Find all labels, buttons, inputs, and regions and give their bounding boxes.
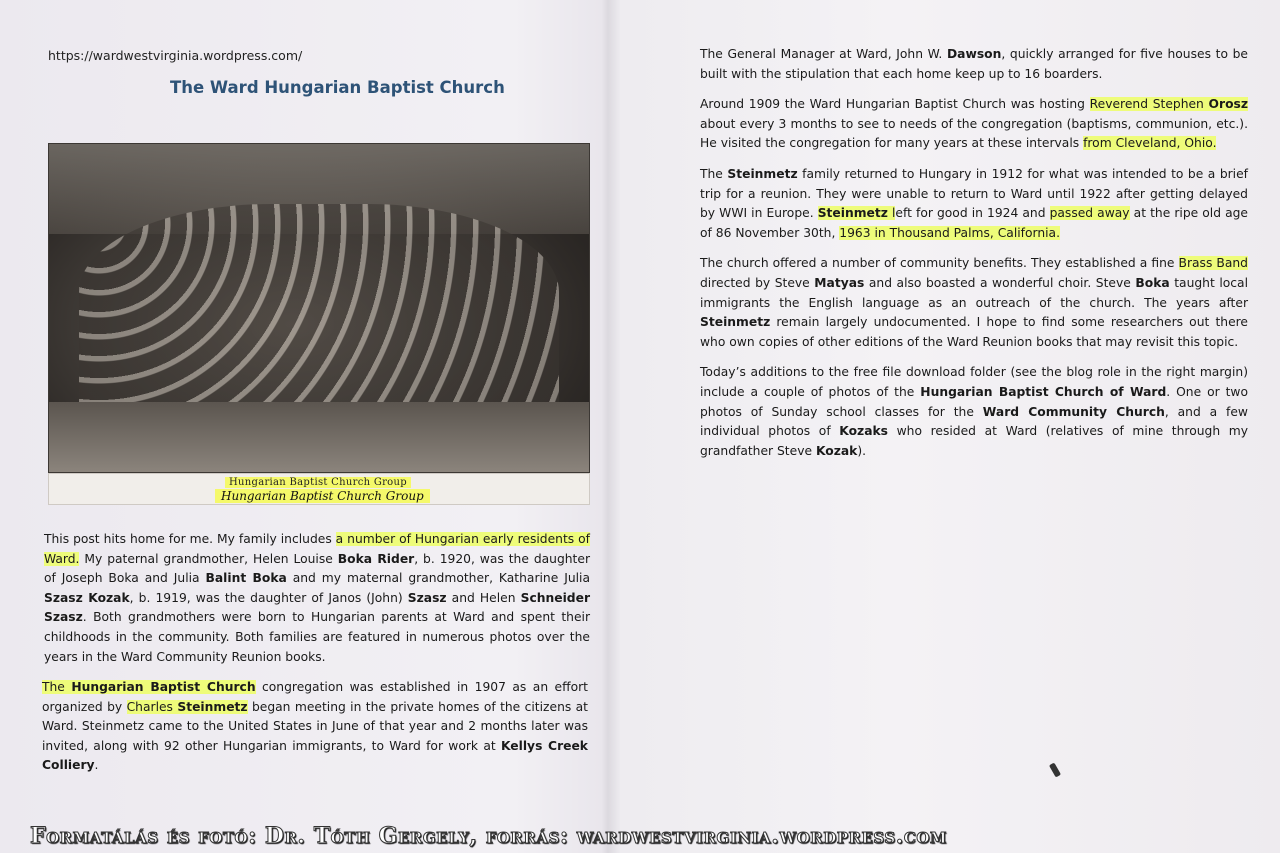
bold-text: Matyas [814, 275, 865, 290]
text-run: at the ripe old age of 86 November 30th, [700, 206, 1248, 240]
paragraph-steinmetz-return [700, 165, 1248, 243]
text-run: about every 3 months to see to needs of the congregation (baptisms, communion, etc.). He visited the congregation for many years at these intervals [700, 116, 1248, 151]
photo-foreground [49, 402, 589, 472]
highlighted-text: a number of Hungarian early residents of Ward. [44, 532, 590, 566]
text-run: The General Manager at Ward, John W. [700, 47, 947, 61]
highlighted-text: Steinmetz [817, 206, 888, 221]
text-run: , b. 1920, was the daughter of Joseph Boka and Julia [44, 551, 591, 586]
highlighted-text: The [42, 680, 72, 694]
text-run: Today’s additions to the free file download folder (see the blog role in the right margin) include a couple of photos of the [700, 365, 1248, 399]
paragraph-congregation-history [42, 678, 588, 776]
bold-text: Szasz Kozak [44, 590, 130, 605]
bold-text: Boka [1135, 275, 1170, 290]
bold-text: Szasz [407, 590, 447, 605]
photo-crowd [79, 204, 559, 424]
text-run: , b. 1919, was the daughter of Janos (John) [129, 590, 408, 605]
text-run: directed by Steve [700, 275, 815, 290]
bold-text: Steinmetz [700, 315, 771, 330]
highlighted-text: passed away [1049, 206, 1130, 221]
text-run: ). [857, 443, 867, 458]
text-run: who resided at Ward (relatives of mine through my grandfather Steve [700, 424, 1248, 458]
text-run: and also boasted a wonderful choir. Steve [864, 275, 1136, 290]
paragraph-community-benefits [700, 254, 1248, 352]
bold-text: Kozak [815, 443, 858, 458]
bold-text: Ward Community Church [982, 404, 1165, 419]
text-run: taught local immigrants the English language as an outreach of the church. The years after [700, 275, 1248, 310]
text-run: . Both grandmothers were born to Hungarian parents at Ward and spent their childhoods in the community. Both families are featured in numerous photos over the years in the Ward Community Reunion books. [44, 610, 590, 664]
text-run: began meeting in the private homes of the citizens at Ward. Steinmetz came to the United States in June of that year and 2 months later was invited, along with 92 other Hungarian immigrants, to Ward for work at [42, 699, 589, 753]
text-run: and Helen [446, 590, 521, 605]
highlighted-text: Charles [126, 699, 178, 714]
page-title: The Ward Hungarian Baptist Church [170, 78, 505, 97]
bold-text: Kellys Creek Colliery [42, 738, 588, 773]
bold-text: Kozaks [839, 424, 888, 439]
bold-text: Boka Rider [337, 551, 415, 566]
text-run: family returned to Hungary in 1912 for what was intended to be a brief trip for a reunion. They were unable to return to Ward until 1922 after getting delayed by WWI in Europe. [700, 166, 1248, 221]
highlighted-text: from Cleveland, Ohio. [1083, 136, 1217, 151]
text-run: eft for good in 1924 and [895, 206, 1050, 221]
bold-text: Schneider Szasz [44, 590, 591, 625]
text-run: This post hits home for me. My family includes [44, 532, 336, 546]
photo-credit-watermark: Formatálás és fotó: Dr. Tóth Gergely, forrás: wardwestvirginia.wordpress.com [30, 823, 948, 849]
church-group-photo [48, 143, 590, 473]
photo-caption-printed: Hungarian Baptist Church Group [225, 477, 411, 488]
source-url: https://wardwestvirginia.wordpress.com/ [48, 48, 303, 63]
highlighted-text: Steinmetz [177, 699, 248, 714]
paragraph-reverend-orosz [700, 95, 1248, 154]
text-run: remain largely undocumented. I hope to find some researchers out there who own copies of other editions of the Ward Reunion books that may revisit this topic. [700, 315, 1248, 349]
highlighted-text: Reverend Stephen [1089, 97, 1209, 112]
text-run: The [700, 166, 728, 181]
bold-text: Hungarian Baptist Church of Ward [920, 384, 1167, 399]
text-run: , quickly arranged for five houses to be built with the stipulation that each home keep up to 16 boarders. [700, 47, 1248, 81]
left-page [40, 40, 590, 800]
text-run: The church offered a number of community benefits. They established a fine [700, 256, 1179, 271]
text-run: . One or two photos of Sunday school classes for the [700, 384, 1248, 419]
highlighted-text: Hungarian Baptist Church [71, 680, 256, 694]
bold-text: Dawson [946, 47, 1002, 61]
paragraph-family-intro [44, 530, 590, 667]
paragraph-dawson [700, 45, 1248, 84]
highlighted-text: Brass Band [1178, 256, 1248, 271]
text-run: Around 1909 the Ward Hungarian Baptist Church was hosting [700, 97, 1090, 112]
highlighted-text: Orosz [1208, 97, 1248, 112]
text-run: . [94, 758, 99, 773]
text-run: congregation was established in 1907 as an effort organized by [42, 680, 588, 714]
paragraph-download-additions [700, 363, 1248, 461]
text-run: , and a few individual photos of [700, 404, 1248, 439]
text-run: My paternal grandmother, Helen Louise [79, 551, 338, 566]
highlighted-text: l [887, 206, 896, 221]
highlighted-text: 1963 in Thousand Palms, California. [839, 225, 1060, 240]
right-page [700, 45, 1248, 805]
bold-text: Balint Boka [205, 571, 287, 586]
photo-caption-handwritten: Hungarian Baptist Church Group [215, 489, 430, 503]
bold-text: Steinmetz [727, 166, 798, 181]
text-run: and my maternal grandmother, Katharine Julia [286, 571, 590, 586]
